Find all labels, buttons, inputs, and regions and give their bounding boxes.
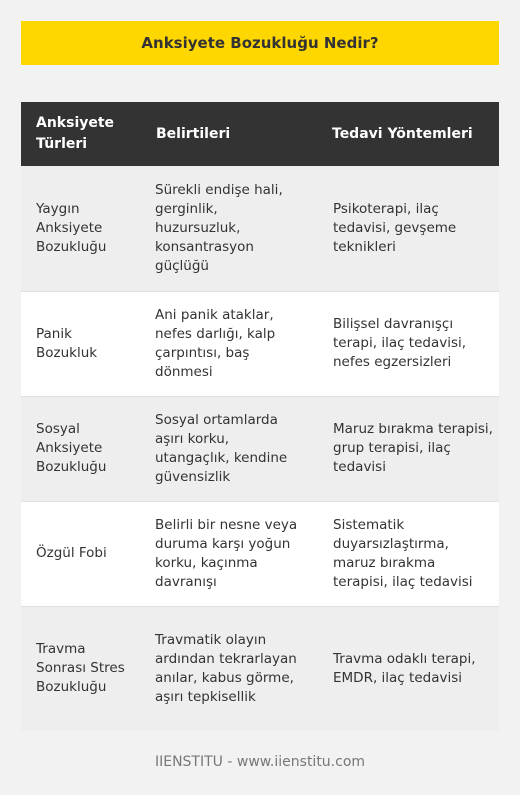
- treatment-cell: Bilişsel davranışçı terapi, ilaç tedavisi, nefes egzersizleri: [317, 291, 499, 396]
- symptoms-cell: Ani panik ataklar, nefes darlığı, kalp çarpıntısı, baş dönmesi: [141, 291, 317, 396]
- table-row: [21, 501, 499, 606]
- anxiety-type-cell: Sosyal Anksiyete Bozukluğu: [21, 396, 141, 501]
- table-row: [21, 291, 499, 396]
- anxiety-type-cell: Panik Bozukluk: [21, 291, 141, 396]
- anxiety-types-table: [21, 102, 499, 731]
- page-title: Anksiyete Bozukluğu Nedir?: [141, 34, 379, 52]
- anxiety-type-cell: Travma Sonrası Stres Bozukluğu: [21, 606, 141, 731]
- footer-credit: IIENSTITU - www.iienstitu.com: [154, 754, 366, 770]
- treatment-cell: Maruz bırakma terapisi, grup terapisi, ilaç tedavisi: [317, 396, 499, 501]
- symptoms-cell: Sosyal ortamlarda aşırı korku, utangaçlık, kendine güvensizlik: [141, 396, 317, 501]
- header-symptoms: Belirtileri: [141, 102, 317, 166]
- treatment-cell: Psikoterapi, ilaç tedavisi, gevşeme teknikleri: [317, 166, 499, 291]
- title-banner: [21, 21, 499, 65]
- anxiety-type-cell: Özgül Fobi: [21, 501, 141, 606]
- anxiety-type-cell: Yaygın Anksiyete Bozukluğu: [21, 166, 141, 291]
- treatment-cell: Travma odaklı terapi, EMDR, ilaç tedavisi: [317, 606, 499, 731]
- table-row: [21, 396, 499, 501]
- table-row: [21, 606, 499, 731]
- table-header-row: [21, 102, 499, 166]
- treatment-cell: Sistematik duyarsızlaştırma, maruz bırakma terapisi, ilaç tedavisi: [317, 501, 499, 606]
- header-types: Anksiyete Türleri: [21, 102, 141, 166]
- table-row: [21, 166, 499, 291]
- header-treatments: Tedavi Yöntemleri: [317, 102, 499, 166]
- symptoms-cell: Sürekli endişe hali, gerginlik, huzursuzluk, konsantrasyon güçlüğü: [141, 166, 317, 291]
- symptoms-cell: Travmatik olayın ardından tekrarlayan anılar, kabus görme, aşırı tepkisellik: [141, 606, 317, 731]
- symptoms-cell: Belirli bir nesne veya duruma karşı yoğun korku, kaçınma davranışı: [141, 501, 317, 606]
